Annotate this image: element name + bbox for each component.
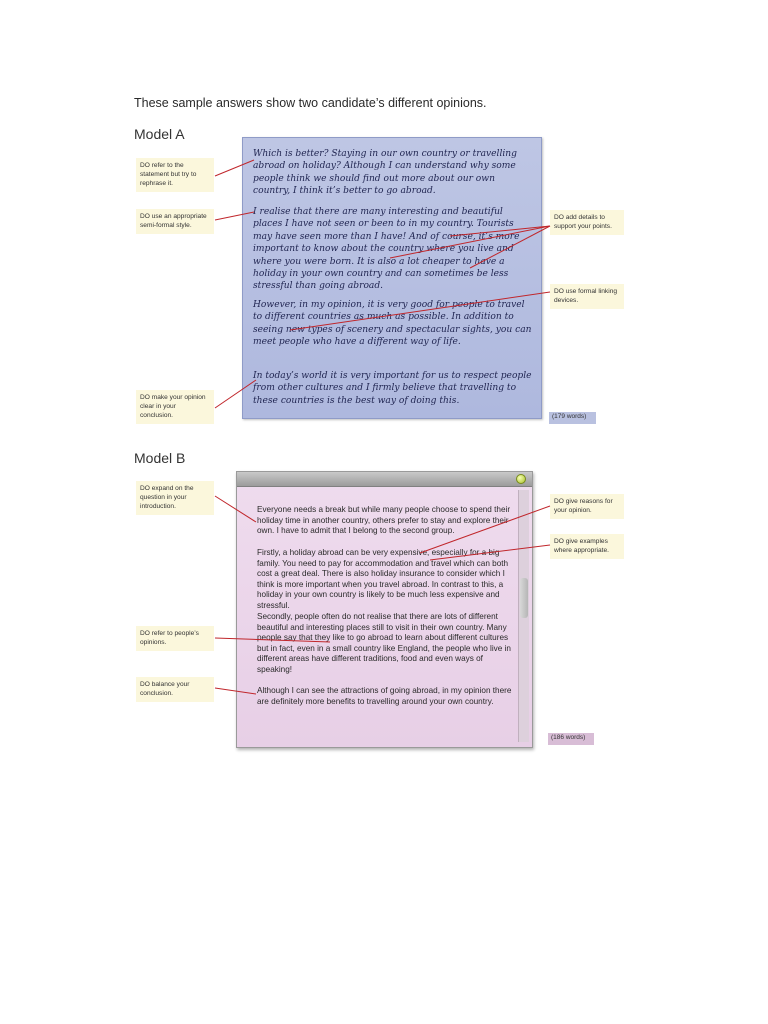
note-balance-conclusion: DO balance your conclusion.	[136, 677, 214, 702]
model-a-paragraph-3: However, in my opinion, it is very good for people to travel to different countries as much as possible. In addition to seeing new types of scenery and spectacular sights, you can meet people who have a different way of life.	[253, 300, 532, 348]
model-b-paragraph-2: Firstly, a holiday abroad can be very expensive, especially for a big family. You need to pay for accommodation and travel which can both cost a great deal. There is also holiday insurance to consider which I think is more important when you travel abroad. In contrast to this, a holiday in your own country is likely to be much less expensive and stressful.	[257, 548, 509, 610]
note-give-examples: DO give examples where appropriate.	[550, 534, 624, 559]
page-intro: These sample answers show two candidate’s different opinions.	[134, 96, 487, 110]
note-formal-linking: DO use formal linking devices.	[550, 284, 624, 309]
model-a-handwritten-answer	[242, 137, 542, 419]
note-add-details: DO add details to support your points.	[550, 210, 624, 235]
model-a-paragraph-1: Which is better? Staying in our own country or travelling abroad on holiday? Although I can understand why some people think we should find out more about our own country, I think it’s better to go abroad.	[253, 149, 517, 197]
window-button-icon[interactable]	[516, 474, 526, 484]
window-scrollbar[interactable]	[518, 490, 529, 742]
model-a-word-count: (179 words)	[549, 412, 596, 424]
model-a-paragraph-4: In today’s world it is very important for us to respect people from other cultures and I firmly believe that travelling to these countries is the best way of doing this.	[253, 371, 532, 406]
model-a-paragraph-2: I realise that there are many interesting and beautiful places I have not seen or been to in my country. Tourists may have seen more than I have! And of course, it’s more important to know about the country where you live and where you were born. It is also a lot cheaper to have a holiday in your own country and can sometimes be less stressful than going abroad.	[253, 207, 520, 292]
model-b-window	[236, 471, 533, 748]
note-clear-opinion: DO make your opinion clear in your conclusion.	[136, 390, 214, 424]
model-b-paragraph-1: Everyone needs a break but while many people choose to spend their holiday time in another country, others prefer to stay and explore their own. I have to admit that I belong to the second group.	[257, 505, 511, 536]
note-give-reasons: DO give reasons for your opinion.	[550, 494, 624, 519]
model-b-paragraph-3: Secondly, people often do not realise that there are lots of different beautiful and interesting places still to visit in their own country. Many people say that they like to go abroad to learn about different cultures but in fact, even in a small country like England, the people who live in different areas have different traditions, food and even ways of speaking!	[257, 612, 511, 674]
model-a-heading: Model A	[134, 126, 185, 142]
note-refer-opinions: DO refer to people’s opinions.	[136, 626, 214, 651]
model-b-paragraph-4: Although I can see the attractions of going abroad, in my opinion there are definitely more benefits to travelling around your own country.	[257, 686, 512, 706]
note-expand-question: DO expand on the question in your introduction.	[136, 481, 214, 515]
window-titlebar	[237, 472, 532, 487]
scrollbar-thumb[interactable]	[520, 578, 528, 618]
note-rephrase-statement: DO refer to the statement but try to rephrase it.	[136, 158, 214, 192]
note-semi-formal-style: DO use an appropriate semi-formal style.	[136, 209, 214, 234]
model-b-word-count: (186 words)	[548, 733, 594, 745]
model-b-heading: Model B	[134, 450, 186, 466]
